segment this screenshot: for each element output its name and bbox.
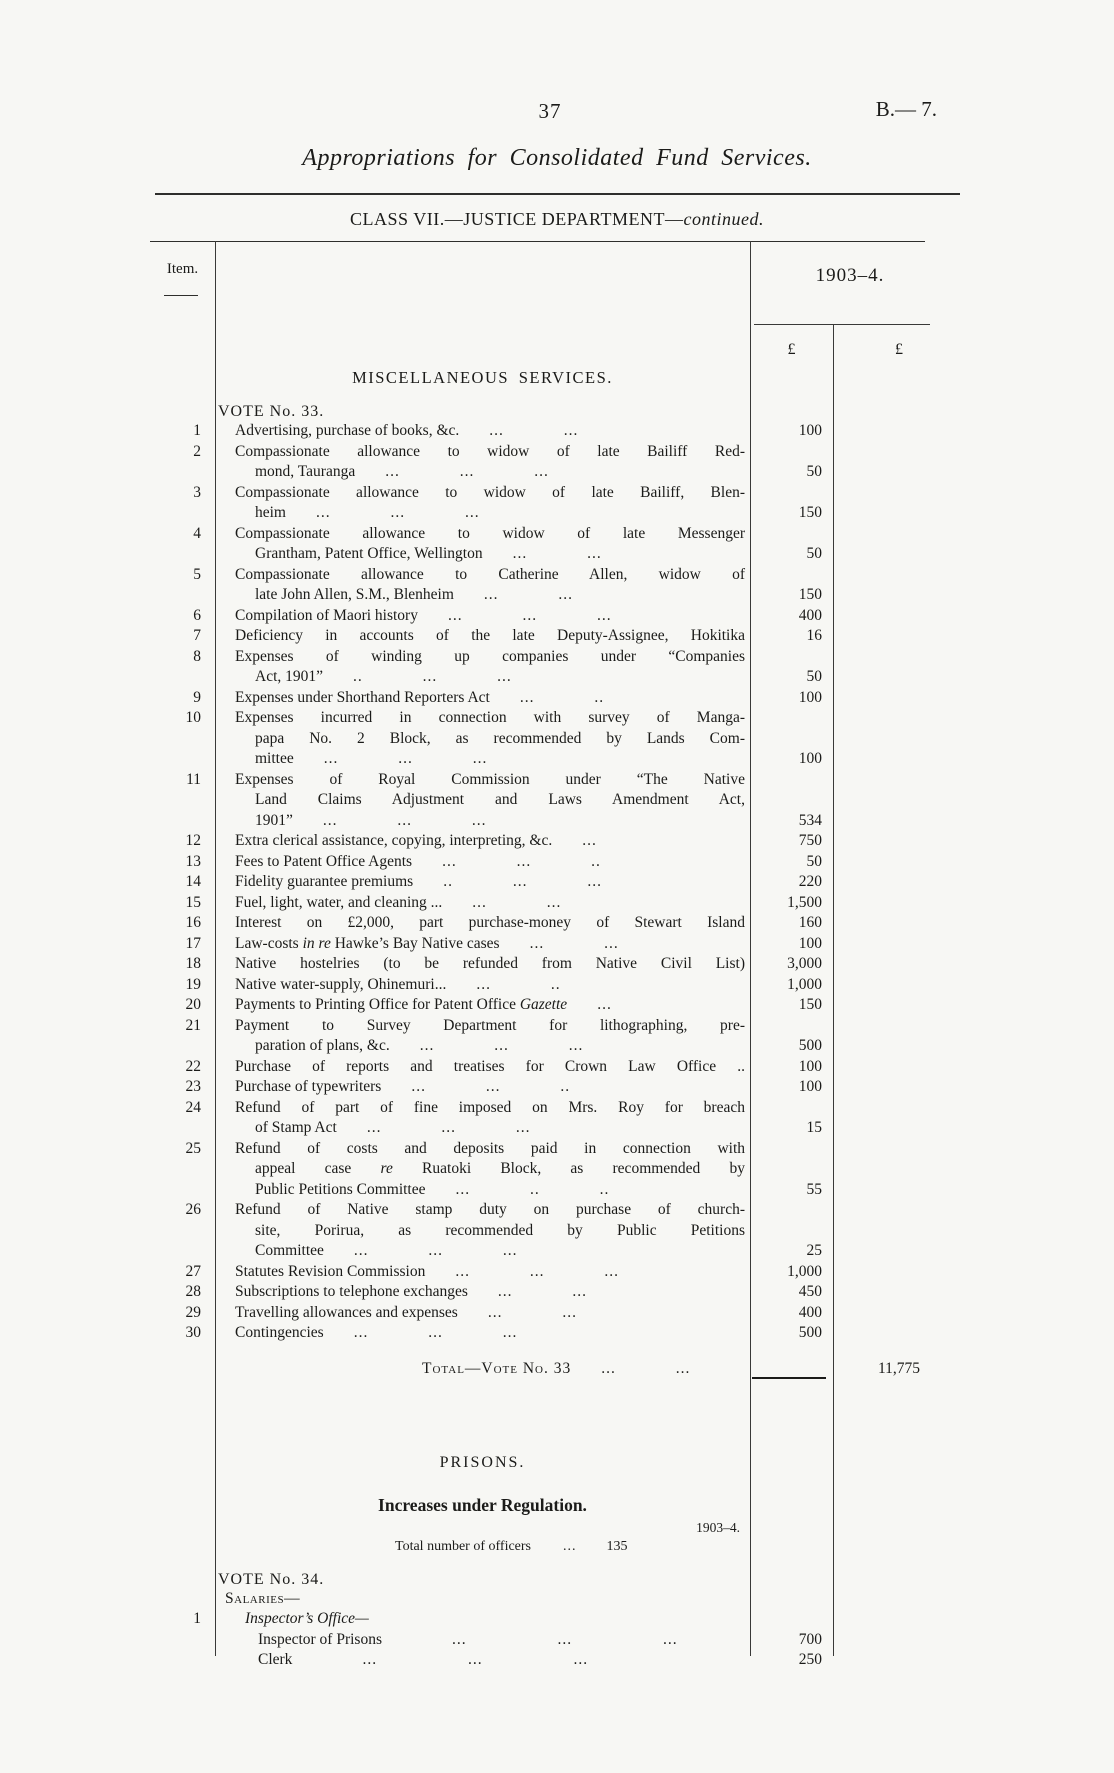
total-row [150, 1358, 965, 1379]
dot-leaders: ... ... .. [411, 1078, 571, 1095]
description-line [235, 544, 745, 565]
dot-leaders: ... ... ... [353, 1242, 518, 1259]
title-rule [155, 193, 960, 195]
officers-year-label: 1903–4. [696, 1519, 740, 1535]
sub-heading: Increases under Regulation. [378, 1494, 587, 1515]
item-description [215, 1630, 750, 1651]
description-line [235, 1016, 745, 1037]
description-line [235, 1098, 745, 1119]
item-description [215, 483, 750, 524]
item-number: 13 [185, 852, 201, 870]
section-heading: PRISONS. [439, 1453, 526, 1471]
item-number [150, 1650, 215, 1671]
item-description [215, 893, 750, 914]
text: Expenses of Royal Commission under “The Native [235, 770, 745, 788]
text: appeal case [255, 1160, 381, 1177]
text: of Stamp Act [255, 1119, 337, 1136]
item-description [215, 852, 750, 873]
amount-col1: 500 [798, 1324, 822, 1341]
amount-col1: 534 [798, 811, 822, 829]
description-line [235, 811, 745, 832]
text: Expenses incurred in connection with survey of Manga- [235, 709, 745, 726]
text: Ruatoki Block, as recommended by [392, 1160, 746, 1177]
description-line [235, 1282, 745, 1303]
italic-text: Inspector’s Office— [245, 1610, 369, 1627]
description-line [235, 1303, 745, 1324]
description-line [235, 749, 745, 770]
item-description [215, 1609, 750, 1630]
text: late John Allen, S.M., Blenheim [255, 586, 454, 603]
table-row [150, 934, 965, 955]
item-number: 19 [185, 975, 201, 993]
amount-col1: 3,000 [787, 955, 822, 972]
item-description [215, 606, 750, 627]
text: Hawke’s Bay Native cases [330, 934, 500, 952]
description-line [235, 975, 745, 996]
class-heading [0, 209, 1114, 230]
item-description [215, 1098, 750, 1139]
table-row [150, 1057, 965, 1078]
table-row [150, 1262, 965, 1283]
table-row [150, 647, 965, 688]
item-description [215, 1262, 750, 1283]
dot-leaders: ... ... ... [385, 463, 549, 480]
item-number: 8 [193, 647, 201, 665]
text: Inspector of Prisons [258, 1630, 382, 1648]
italic-text: Gazette [519, 996, 568, 1013]
table-row [150, 524, 965, 565]
dot-leaders: ... ... [601, 1359, 691, 1377]
italic-text: re [380, 1160, 393, 1177]
description-line [235, 667, 745, 688]
class-heading-text: CLASS VII.—JUSTICE DEPARTMENT— [350, 209, 684, 229]
item-number: 30 [185, 1324, 201, 1341]
table-row [150, 872, 965, 893]
description-line [235, 1262, 745, 1283]
text: mittee [255, 750, 294, 767]
table-row [150, 1650, 965, 1671]
italic-text: in re [302, 934, 331, 952]
description-line [235, 503, 745, 524]
item-description [215, 442, 750, 483]
item-number: 3 [193, 483, 201, 501]
description-line [235, 831, 745, 852]
description-line [235, 1159, 745, 1180]
item-number: 23 [185, 1078, 201, 1095]
document-title: Appropriations for Consolidated Fund Services. [302, 145, 812, 171]
item-description [215, 770, 750, 832]
description-line [235, 1221, 745, 1242]
item-number: 1 [193, 422, 201, 439]
amount-col1: 16 [806, 627, 822, 644]
amount-col1: 50 [806, 545, 822, 562]
table-row [150, 1282, 965, 1303]
text: Expenses under Shorthand Reporters Act [235, 688, 490, 706]
amount-col1: 400 [798, 606, 822, 624]
description-line [235, 1057, 745, 1078]
description-line [235, 872, 745, 893]
item-description [215, 524, 750, 565]
text: Refund of part of fine imposed on Mrs. Roy for breach [235, 1098, 745, 1116]
text: Advertising, purchase of books, &c. [235, 422, 460, 439]
text: heim [255, 504, 286, 521]
text: Payment to Survey Department for lithographing, pre- [235, 1016, 745, 1034]
table-row [150, 1098, 965, 1139]
item-number: 29 [185, 1303, 201, 1321]
description-line [235, 729, 745, 750]
total-label-text: Total—Vote No. 33 [422, 1359, 572, 1377]
description-line [235, 913, 745, 934]
dot-leaders: ... [597, 996, 612, 1013]
item-description [215, 1282, 750, 1303]
description-line [235, 462, 745, 483]
table-row [150, 995, 965, 1016]
text: Expenses of winding up companies under “Companies [235, 647, 745, 665]
item-number: 16 [185, 914, 201, 931]
text: Public Petitions Committee [255, 1180, 426, 1198]
dot-leaders: ... .. [519, 688, 605, 706]
table-row [150, 442, 965, 483]
table-row [150, 1609, 965, 1630]
item-number: 1 [193, 1610, 201, 1627]
dot-leaders: ... ... [489, 422, 579, 439]
text: Statutes Revision Commission [235, 1262, 426, 1280]
vote-label: VOTE No. 34. [218, 1570, 325, 1588]
dot-leaders: .. ... ... [443, 873, 602, 890]
item-number: 5 [193, 565, 201, 583]
dot-leaders: ... [563, 1538, 577, 1554]
officers-count: 135 [606, 1538, 628, 1554]
description-line [235, 770, 745, 791]
description-line [235, 1200, 745, 1221]
table-row [150, 852, 965, 873]
table-row [150, 975, 965, 996]
item-description [215, 647, 750, 688]
text: Fidelity guarantee premiums [235, 873, 414, 890]
amount-col1: 100 [798, 1078, 822, 1095]
table-row [150, 708, 965, 770]
text: Compassionate allowance to widow of late Bailiff Red- [235, 442, 745, 460]
description-line [235, 585, 745, 606]
item-description [215, 1323, 750, 1344]
item-number: 6 [193, 606, 201, 624]
dot-leaders: ... ... ... [455, 1262, 619, 1280]
dot-leaders: ... ... [497, 1283, 588, 1300]
description-line [235, 688, 745, 709]
text: Interest on £2,000, part purchase-money of Stewart Island [235, 914, 745, 931]
text: Purchase of reports and treatises for Crown Law Office .. [235, 1057, 745, 1075]
table-row [150, 1077, 965, 1098]
description-line [235, 1077, 745, 1098]
total-rule [752, 1377, 826, 1379]
item-number: 2 [193, 442, 201, 460]
amount-col1: 450 [798, 1283, 822, 1300]
item-column-header: Item. [166, 261, 199, 277]
amount-col1: 50 [806, 668, 822, 685]
item-description [215, 626, 750, 647]
dot-leaders: ... ... .. [442, 852, 601, 870]
amount-col1: 750 [798, 832, 822, 849]
dot-leaders: ... ... ... [322, 811, 487, 829]
item-description [215, 831, 750, 852]
total-dash-cell [750, 1367, 833, 1379]
total-label [215, 1358, 750, 1379]
table-content [150, 241, 965, 1671]
item-number: 25 [185, 1139, 201, 1157]
text: Compassionate allowance to widow of late Bailiff, Blen- [235, 483, 745, 501]
description-line [235, 1609, 745, 1630]
item-number: 22 [185, 1057, 201, 1075]
text: Travelling allowances and expenses [235, 1303, 458, 1321]
text: Extra clerical assistance, copying, interpreting, &c. [235, 832, 553, 849]
item-description [215, 995, 750, 1016]
section-heading: MISCELLANEOUS SERVICES. [352, 368, 613, 387]
text: Native hostelries (to be refunded from Native Civil List) [235, 955, 745, 972]
amount-col1: 150 [798, 996, 822, 1013]
text: Grantham, Patent Office, Wellington [255, 545, 483, 562]
amount-col1: 500 [798, 1037, 822, 1054]
text: Deficiency in accounts of the late Deputy-Assignee, Hokitika [235, 627, 745, 644]
item-number: 24 [185, 1098, 201, 1116]
amount-col1: 250 [798, 1651, 822, 1668]
appropriations-table [150, 241, 965, 1701]
item-number: 7 [193, 627, 201, 644]
text: Compassionate allowance to Catherine Allen, widow of [235, 565, 745, 583]
table-row [150, 1630, 965, 1651]
table-row [150, 483, 965, 524]
description-line [235, 934, 745, 955]
pound-sign-col1: £ [787, 341, 796, 358]
item-description [215, 913, 750, 934]
description-line [235, 1118, 745, 1139]
text: Subscriptions to telephone exchanges [235, 1283, 468, 1300]
text: Payments to Printing Office for Patent Office [235, 996, 520, 1013]
text: Purchase of typewriters [235, 1078, 382, 1095]
item-number [150, 1630, 215, 1651]
table-row [150, 954, 965, 975]
amount-col1: 160 [798, 914, 822, 931]
amount-col1: 100 [798, 422, 822, 439]
item-number: 26 [185, 1201, 201, 1218]
item-description [215, 1139, 750, 1201]
item-description [215, 975, 750, 996]
item-description [215, 872, 750, 893]
dot-leaders: ... ... ... [323, 750, 488, 767]
dot-leaders: ... ... [472, 893, 562, 911]
amount-col1: 100 [798, 750, 822, 767]
dot-leaders: .. ... ... [353, 668, 512, 685]
text: Committee [255, 1242, 324, 1259]
text: Native water-supply, Ohinemuri... [235, 975, 447, 993]
description-line [235, 606, 745, 627]
description-line [235, 708, 745, 729]
text: 1901” [255, 811, 293, 829]
text: Compassionate allowance to widow of late Messenger [235, 524, 745, 542]
amount-col1: 50 [806, 852, 822, 870]
text: Act, 1901” [255, 668, 324, 685]
amount-col1: 1,000 [787, 975, 822, 993]
text: Fuel, light, water, and cleaning ... [235, 893, 443, 911]
description-line [235, 1323, 745, 1344]
description-line [235, 421, 745, 442]
table-row [150, 565, 965, 606]
amount-col1: 25 [806, 1242, 822, 1259]
text: Clerk [258, 1651, 293, 1668]
item-number: 14 [185, 873, 201, 890]
dot-leaders: ... ... ... [452, 1630, 678, 1648]
text: Land Claims Adjustment and Laws Amendment Act, [255, 791, 745, 808]
description-line [235, 565, 745, 586]
item-description [215, 1200, 750, 1262]
text: Refund of costs and deposits paid in connection with [235, 1139, 745, 1157]
description-line [235, 483, 745, 504]
dot-leaders: ... ... [487, 1303, 577, 1321]
dot-leaders: ... .. [476, 975, 561, 993]
amount-col1: 1,000 [787, 1262, 822, 1280]
dot-leaders: ... ... [483, 586, 574, 603]
item-description [215, 1077, 750, 1098]
dot-leaders: ... ... ... [353, 1324, 518, 1341]
item-description [215, 1016, 750, 1057]
item-number: 10 [185, 709, 201, 726]
table-row [150, 1016, 965, 1057]
text: Law-costs [235, 934, 303, 952]
item-number: 17 [185, 934, 201, 952]
salaries-label: Salaries— [225, 1589, 301, 1607]
item-number: 28 [185, 1283, 201, 1300]
description-line [235, 995, 745, 1016]
amount-col1: 220 [798, 873, 822, 890]
year-column-header: 1903–4. [815, 265, 885, 286]
item-number: 4 [193, 524, 201, 542]
description-line [235, 852, 745, 873]
item-description [215, 934, 750, 955]
table-row [150, 1139, 965, 1201]
table-row [150, 606, 965, 627]
dot-leaders: ... ... ... [447, 606, 612, 624]
item-number: 27 [185, 1262, 201, 1280]
amount-col1: 150 [798, 586, 822, 603]
amount-col1: 1,500 [787, 893, 822, 911]
amount-col1: 55 [806, 1180, 822, 1198]
item-description [215, 421, 750, 442]
item-description [215, 565, 750, 606]
item-number: 18 [185, 955, 201, 972]
class-heading-continued: continued. [683, 209, 764, 229]
table-row [150, 421, 965, 442]
table-row [150, 626, 965, 647]
text: Contingencies [235, 1324, 324, 1341]
amount-col1: 150 [798, 504, 822, 521]
table-row [150, 893, 965, 914]
description-line [235, 1139, 745, 1160]
description-line [235, 1180, 745, 1201]
description-line [235, 1036, 745, 1057]
description-line [235, 647, 745, 668]
amount-col1: 100 [798, 934, 822, 952]
text: Compilation of Maori history [235, 606, 418, 624]
total-amount: 11,775 [877, 1359, 921, 1377]
text: papa No. 2 Block, as recommended by Lands Com- [255, 729, 745, 747]
item-number: 20 [185, 996, 201, 1013]
description-line [235, 626, 745, 647]
item-description [215, 954, 750, 975]
description-line [235, 790, 745, 811]
item-number: 15 [185, 893, 201, 911]
text: site, Porirua, as recommended by Public Petitions [255, 1221, 745, 1239]
dot-leaders: ... ... ... [362, 1651, 589, 1668]
dot-leaders: ... ... [512, 545, 602, 562]
amount-col1: 50 [806, 463, 822, 480]
description-line [235, 954, 745, 975]
item-number: 9 [193, 688, 201, 706]
item-description [215, 688, 750, 709]
table-row [150, 1200, 965, 1262]
amount-col1: 100 [798, 1057, 822, 1075]
dot-leaders: ... .. .. [455, 1180, 610, 1198]
item-description [215, 1650, 750, 1671]
dot-leaders: ... ... ... [419, 1037, 584, 1054]
text: paration of plans, &c. [255, 1037, 390, 1054]
table-row [150, 688, 965, 709]
officers-total-line [215, 1537, 750, 1556]
description-line [235, 442, 745, 463]
amount-col1: 400 [798, 1303, 822, 1321]
table-row [150, 913, 965, 934]
amount-col1: 15 [806, 1119, 822, 1136]
text: Fees to Patent Office Agents [235, 852, 413, 870]
description-line [235, 524, 745, 545]
item-description [215, 1057, 750, 1078]
dot-leaders: ... ... [529, 934, 619, 952]
item-number: 11 [186, 770, 201, 788]
paper-reference: B.— 7. [875, 97, 937, 121]
table-row [150, 770, 965, 832]
description-line [235, 893, 745, 914]
item-number: 21 [185, 1016, 201, 1034]
text: mond, Tauranga [255, 463, 356, 480]
pound-sign-col2: £ [895, 341, 903, 358]
description-line [235, 1650, 745, 1671]
officers-label: Total number of officers [395, 1538, 531, 1554]
amount-col1: 700 [798, 1630, 822, 1648]
dot-leaders: ... ... ... [316, 504, 480, 521]
description-line [235, 1241, 745, 1262]
item-number: 12 [185, 832, 201, 849]
description-line [235, 1630, 745, 1651]
amount-col1: 100 [798, 688, 822, 706]
page-number: 37 [538, 99, 562, 123]
dot-leaders: ... [582, 832, 597, 849]
text: Refund of Native stamp duty on purchase of church- [235, 1201, 745, 1218]
table-row [150, 1303, 965, 1324]
item-description [215, 1303, 750, 1324]
item-description [215, 708, 750, 770]
table-row [150, 831, 965, 852]
dot-leaders: ... ... ... [366, 1119, 531, 1136]
vote-label: VOTE No. 33. [218, 403, 325, 420]
table-row [150, 1323, 965, 1344]
